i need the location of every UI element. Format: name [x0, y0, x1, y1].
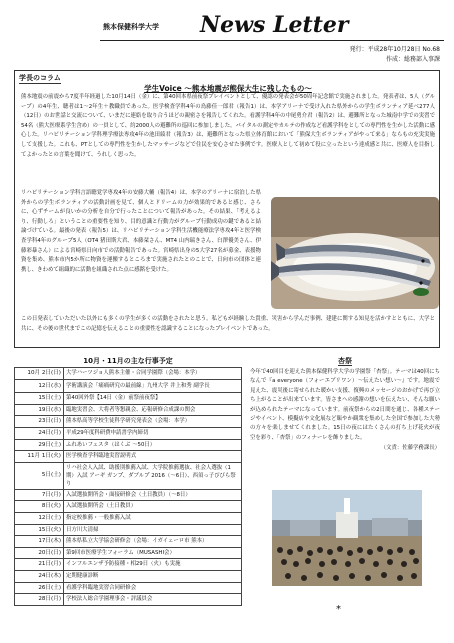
footer-mark: *	[336, 604, 341, 615]
festival-photo	[272, 490, 422, 586]
schedule-row	[15, 582, 242, 594]
column-subtitle-text: 学生Voice ～熊本地震が熊保大生に残したもの～	[144, 84, 312, 93]
schedule-row	[15, 559, 242, 571]
schedule-date: 7日(月)	[15, 489, 64, 501]
schedule-row	[15, 501, 242, 513]
schedule-event: 第40回外祭【14日（金）前祭前夜祭】	[64, 393, 242, 405]
author-info: 作成：総務部入事課	[385, 56, 440, 63]
schedule-date: 29日(土)	[15, 439, 64, 451]
schedule-row	[15, 524, 242, 536]
column-heading: 学長のコラム	[19, 74, 61, 82]
schedule-event: 学校法人総合学園理事会・評議員会	[64, 594, 242, 606]
schedule-date: 12日(水)	[15, 379, 64, 393]
schedule-event: 日方川大清掃	[64, 524, 242, 536]
column-paragraph-3: この日発表していただいた以外にも多くの学生が多くの活動をされたと思う。私どもが経験した貴重、災害から学んだ事例、建建に関する知見を活かすとともに、大学と共に、その後の世代までこの記憶を伝えることの重要性を認識することになったプレイベントであった。	[21, 316, 435, 332]
schedule-event: ふれあいフェスタ（はくぶ ～50日）	[64, 439, 242, 451]
schedule-row	[15, 379, 242, 393]
page-header	[0, 0, 454, 62]
schedule-date: 19日(水)	[15, 404, 64, 416]
schedule-event: 熊本県高等学校生徒科学研究発表会（会場：本学）	[64, 416, 242, 428]
schedule-event: 定期健康診断	[64, 570, 242, 582]
festival-body: 今年で40回目を迎えた熊本保健科学大学の学園祭「杏祭」。テーマは40回にちなんで『a everyone（フォーエブリワン）～伝えたい想い～』です。地震で見えた、震災後に寄せられた暖かい支援、復興のメッセージのおかげで再び立ち上がることが出来ています。皆さまへの感謝の想いを伝えたい、そんな願いが込められたテーマになっています。前夜祭からの2日間を通じ、各種ステージやイベント、模擬店や文化展など賑やか観衆を集めした全国で参加した大勢の方々を楽しませてくれました。15日の夜にはたくさんの打ち上げ花火が夜空を彩り、「杏祭」のフィナーレを飾りました。	[250, 369, 440, 441]
festival-photo-image	[272, 490, 422, 586]
header-rule	[100, 40, 444, 41]
schedule-row	[15, 462, 242, 489]
schedule-event: 熊本県私立大学協会研修会（会場：イガイェーロ市 熊本）	[64, 536, 242, 548]
column-paragraph-2: リハビリテーション学科言語聴覚学専攻4年の安藤大輔（報告4）は、本学のアリーナに宿泊した県外からの学生ボランティアの活動計画を見て、個人とドリームの力が効果的であると感じ、さらに、心ずチームが良いかの分析を自分で行ったことについて報告があった。その結果、「考えるより、行動しろ」ということの重要性を知り、目的意識と行動力がグループ行動成功の鍵であると結論づけている。最後の発表（報告5）は、リハビリテーション学科生活機能療法学専攻4年と医学検査学科4年のグループ5人（OT4 猪田斯大君、本藤栞さん、MT4 山内瑞きさん、臼澤優美さん、伊藤彩暴さん）による宮崎県日向市での活動報告であった。宮崎県出身の5大学27名が募金、表援物資を集め、熊本市内5か所に物資を運搬するところまで実施されたとのことで、日向市の団体と連携し、きわめて組織的に活動を組織された点に感銘を受けた。	[21, 190, 261, 273]
festival-title	[250, 356, 440, 367]
schedule-date: 17日(木)	[15, 536, 64, 548]
schedule-date: 26日(土)	[15, 582, 64, 594]
issue-info: 発行：平成28年10月28日 No.68	[349, 46, 440, 53]
schedule-date: 8日(火)	[15, 501, 64, 513]
festival-title-text: 杏祭	[338, 357, 352, 365]
schedule-event: 医学検査学科臨地実習説明式	[64, 451, 242, 463]
saury-photo-image	[271, 197, 439, 309]
schedule-date: 21日(月)	[15, 559, 64, 571]
schedule-event: 臨地実習会、大将者等懇親会、応報研修合成課の関会	[64, 404, 242, 416]
schedule-event: 指定校推薦・一般推薦入試	[64, 512, 242, 524]
schedule-title: 10月・11月の主な行事予定	[83, 357, 173, 365]
schedule-date: 15日(火)	[15, 524, 64, 536]
schedule-event: 入試選抜開所会・面接研修会（土日教員）（～8日）	[64, 489, 242, 501]
schedule-event: 学術講演会「痛痛研究の最前線」九州大学 井上和秀 副学長	[64, 379, 242, 393]
schedule-event: リハ社会人入試、助援別推薦入試、大学院推薦選抜、社会人選抜（1期）入試 アーギ ガンプ、ダブルプ 2016（～6日）、西須っ子ぴびら祭り	[64, 462, 242, 489]
schedule-date: 20日(日)	[15, 547, 64, 559]
schedule-row	[15, 536, 242, 548]
event-schedule	[14, 356, 242, 606]
schedule-row	[15, 570, 242, 582]
schedule-row	[15, 594, 242, 606]
schedule-date: 23日(日)	[15, 416, 64, 428]
schedule-row	[15, 451, 242, 463]
schedule-row	[15, 393, 242, 405]
schedule-date: 10月 2日(日)	[15, 368, 64, 380]
schedule-row	[15, 368, 242, 380]
schedule-date: 12日(土)	[15, 512, 64, 524]
schedule-event: 看護学科臨地実習合同研修会	[64, 582, 242, 594]
schedule-date: 28日(月)	[15, 594, 64, 606]
president-column	[14, 70, 440, 348]
schedule-row	[15, 439, 242, 451]
schedule-row	[15, 416, 242, 428]
schedule-date: 15日(土)	[15, 393, 64, 405]
schedule-event: 入試選抜開所会（土日教員）	[64, 501, 242, 513]
schedule-date: 5日(土)	[15, 462, 64, 489]
newsletter-title: News Letter	[200, 12, 349, 38]
schedule-date: 24日(月)	[15, 427, 64, 439]
festival-signature: （文責：佐藤学務課長）	[380, 445, 440, 452]
festival-article	[250, 356, 440, 451]
schedule-table	[14, 367, 242, 606]
university-name: 熊本保健科学大学	[103, 23, 159, 31]
schedule-row	[15, 404, 242, 416]
schedule-row	[15, 512, 242, 524]
schedule-row	[15, 427, 242, 439]
schedule-date: 24日(木)	[15, 570, 64, 582]
column-paragraph-1: 熊本地震の前震から7度半年経過した10月14日（金）に、第40回本県前夜祭プレイベントとして、優認の発表会が50周年記念館で実施されました。発表者は、5人（グループ）の4年生、聴者は1～2年生＋教職員であった。医学検査学科4年の鳥藤佳一郎君（報告1）は、本学アリーナで受け入れた県外からの学生ボランティア延べ277人（12日）のお世話と交流について、いまだに連絡を取り合うほどの親密さを報告してくれた。看護学科4年の中尾勇介君（報告2）は、避難所となった城南中学での実習で54名（熊大医療系学生含め）の一員として、約2000人の避難所の巡回に参加しました。バイタルの測定やカルテの作成など看護学科をとしての専門性を生かした活動に感心した。リハビリテーション学科理学療法専攻4年の池田綾君（報告3）は、避難所となった県立体育館において「熊保大生ボランティアがやって来る」ならもの充実実施して支援した。これも、PTとしての専門性を生かしたマッサージなどで住民を安心させた事例です。医療人として初めて役に立ったという達成感と共に、医療人を目指してよかったとの言葉を聞けて、うれしく思った。	[21, 94, 435, 158]
schedule-row	[15, 547, 242, 559]
schedule-row	[15, 489, 242, 501]
schedule-event: 平成29年度科研費申請書学内締切	[64, 427, 242, 439]
schedule-date: 11月 1日(火)	[15, 451, 64, 463]
schedule-event: 大学ハーツジョ人熊本主催・合同学園際（会場：本学）	[64, 368, 242, 380]
schedule-event: インフルエンザ予防接種・相29日（火）も実施	[64, 559, 242, 571]
schedule-event: 第9回市医療学生フォーラム（MUSASHI会）	[64, 547, 242, 559]
saury-photo	[271, 197, 439, 309]
